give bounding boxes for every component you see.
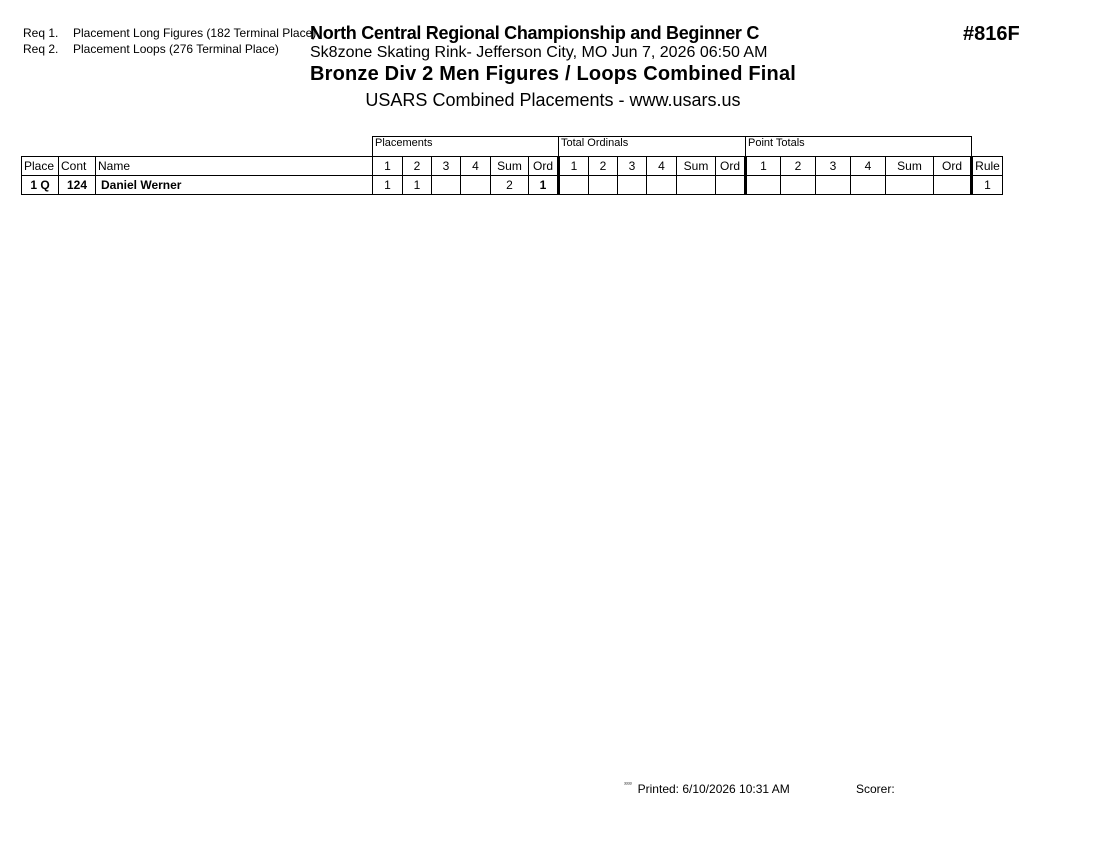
col-ordinals-ord: Ord [716,157,746,176]
group-spacer [22,137,373,157]
cell-placements-3 [432,176,461,195]
competition-title: North Central Regional Championship and Beginner C [310,23,760,43]
col-placements-1: 1 [373,157,403,176]
col-cont: Cont [59,157,96,176]
col-placements-3: 3 [432,157,461,176]
cell-ordinals-1 [559,176,589,195]
cell-ordinals-sum [677,176,716,195]
group-spacer-rule [972,137,1003,157]
cell-placements-2: 1 [403,176,432,195]
group-total-ordinals: Total Ordinals [559,137,746,157]
group-placements: Placements [373,137,559,157]
results-table [21,136,1003,195]
col-placements-ord: Ord [529,157,559,176]
cell-placements-sum: 2 [491,176,529,195]
col-name: Name [96,157,373,176]
printed-timestamp [624,782,790,796]
col-placements-2: 2 [403,157,432,176]
col-points-ord: Ord [934,157,972,176]
cell-place: 1 Q [22,176,59,195]
col-ordinals-1: 1 [559,157,589,176]
event-code: #816F [963,23,1020,45]
table-row [22,176,1003,195]
requirement-1 [23,26,316,40]
cell-points-sum [886,176,934,195]
col-points-2: 2 [781,157,816,176]
col-ordinals-sum: Sum [677,157,716,176]
scorer-label: Scorer: [856,782,895,796]
requirement-2-number: Req 2. [23,42,59,56]
cell-placements-ord: 1 [529,176,559,195]
printed-text: Printed: 6/10/2026 10:31 AM [637,782,790,796]
col-ordinals-3: 3 [618,157,647,176]
cell-placements-4 [461,176,491,195]
cell-rule: 1 [972,176,1003,195]
event-name: Bronze Div 2 Men Figures / Loops Combined Final [309,63,797,85]
cell-ordinals-ord [716,176,746,195]
cell-points-1 [746,176,781,195]
footer-mark: ᵌᵌᵌᵌ [624,782,632,788]
requirement-2-text: Placement Loops (276 Terminal Place) [73,42,279,56]
col-points-3: 3 [816,157,851,176]
col-points-sum: Sum [886,157,934,176]
venue-and-date: Sk8zone Skating Rink- Jefferson City, MO Jun 7, 2026 06:50 AM [310,44,768,61]
cell-placements-1: 1 [373,176,403,195]
col-place: Place [22,157,59,176]
col-ordinals-2: 2 [589,157,618,176]
cell-points-2 [781,176,816,195]
requirement-1-number: Req 1. [23,26,59,40]
cell-cont: 124 [59,176,96,195]
cell-ordinals-2 [589,176,618,195]
report-subtitle: USARS Combined Placements - www.usars.us [365,90,741,110]
cell-ordinals-3 [618,176,647,195]
cell-points-3 [816,176,851,195]
column-header-row [22,157,1003,176]
col-placements-4: 4 [461,157,491,176]
col-points-1: 1 [746,157,781,176]
requirement-1-text: Placement Long Figures (182 Terminal Place) [73,26,317,40]
col-rule: Rule [972,157,1003,176]
group-point-totals: Point Totals [746,137,972,157]
col-ordinals-4: 4 [647,157,677,176]
requirement-2 [23,42,279,56]
cell-points-ord [934,176,972,195]
cell-points-4 [851,176,886,195]
cell-name: Daniel Werner [96,176,373,195]
col-placements-sum: Sum [491,157,529,176]
col-points-4: 4 [851,157,886,176]
cell-ordinals-4 [647,176,677,195]
group-header-row [22,137,1003,157]
